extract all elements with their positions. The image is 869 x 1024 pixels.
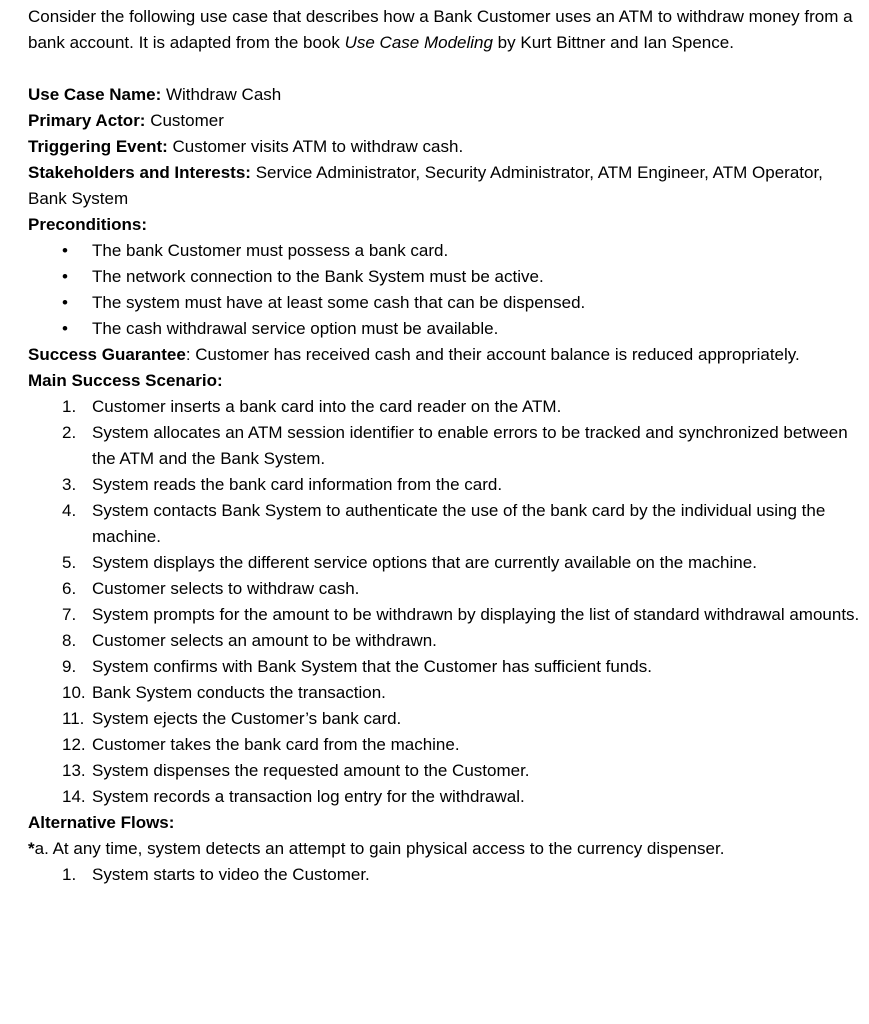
primary-actor-value: Customer: [145, 111, 224, 130]
step-text: System reads the bank card information from the card.: [92, 475, 503, 494]
success-guarantee-value: : Customer has received cash and their account balance is reduced appropriately.: [185, 345, 800, 364]
precondition-item: • The bank Customer must possess a bank card.: [62, 238, 861, 264]
primary-actor: [28, 108, 861, 134]
step-text: System dispenses the requested amount to the Customer.: [92, 761, 530, 780]
stakeholders-value: Service Administrator, Security Administrator, ATM Engineer, ATM Operator, Bank System: [28, 163, 823, 208]
book-title: Use Case Modeling: [344, 33, 493, 52]
step-text: System records a transaction log entry for the withdrawal.: [92, 787, 525, 806]
scenario-step: [62, 784, 861, 810]
step-text: Bank System conducts the transaction.: [92, 683, 386, 702]
scenario-step: [62, 732, 861, 758]
triggering-event-value: Customer visits ATM to withdraw cash.: [167, 137, 464, 156]
alternative-step: [62, 862, 861, 888]
step-number: 2.: [62, 423, 77, 442]
step-text: System confirms with Bank System that the Customer has sufficient funds.: [92, 657, 652, 676]
main-scenario-list: [28, 394, 861, 810]
alternative-flows-heading: [28, 810, 861, 836]
step-text: Customer selects to withdraw cash.: [92, 579, 360, 598]
intro-text-after: by Kurt Bittner and Ian Spence.: [492, 33, 734, 52]
step-number: 4.: [62, 501, 77, 520]
alternative-flow-a-text: a. At any time, system detects an attempt to gain physical access to the currency dispenser.: [34, 839, 725, 858]
step-number: 12.: [62, 735, 86, 754]
alternative-flows-label: Alternative Flows:: [28, 813, 175, 832]
scenario-step: [62, 758, 861, 784]
scenario-step: [62, 602, 861, 628]
intro-paragraph: [28, 4, 861, 56]
scenario-step: [62, 498, 861, 550]
intro-text-before: Consider the following use case that describes how a Bank Customer uses an ATM to withdraw money from a bank account. It is adapted from the book: [28, 7, 853, 52]
scenario-step: [62, 654, 861, 680]
step-number: 3.: [62, 475, 77, 494]
step-text: System ejects the Customer’s bank card.: [92, 709, 402, 728]
scenario-step: [62, 576, 861, 602]
triggering-event: [28, 134, 861, 160]
preconditions-label: Preconditions:: [28, 215, 148, 234]
scenario-step: [62, 706, 861, 732]
step-number: 10.: [62, 683, 86, 702]
step-text: Customer takes the bank card from the machine.: [92, 735, 460, 754]
step-text: System prompts for the amount to be withdrawn by displaying the list of standard withdrawal amounts.: [92, 605, 860, 624]
precondition-item: • The cash withdrawal service option must be available.: [62, 316, 861, 342]
step-number: 14.: [62, 787, 86, 806]
step-text: System displays the different service options that are currently available on the machine.: [92, 553, 757, 572]
step-number: 6.: [62, 579, 77, 598]
success-guarantee: [28, 342, 861, 368]
step-text: Customer selects an amount to be withdrawn.: [92, 631, 437, 650]
step-number: 5.: [62, 553, 77, 572]
scenario-step: [62, 420, 861, 472]
scenario-step: [62, 472, 861, 498]
alternative-flow-a-steps: [28, 862, 861, 888]
stakeholders: [28, 160, 861, 212]
preconditions-heading: [28, 212, 861, 238]
triggering-event-label: Triggering Event:: [28, 137, 168, 156]
step-number: 13.: [62, 761, 86, 780]
primary-actor-label: Primary Actor:: [28, 111, 146, 130]
scenario-step: [62, 628, 861, 654]
step-number: 11.: [62, 709, 85, 728]
main-scenario-heading: [28, 368, 861, 394]
use-case-name: [28, 82, 861, 108]
step-text: System starts to video the Customer.: [92, 865, 370, 884]
alternative-flow-a-prefix: *: [28, 839, 35, 858]
use-case-name-label: Use Case Name:: [28, 85, 162, 104]
step-number: 7.: [62, 605, 77, 624]
use-case-name-value: Withdraw Cash: [161, 85, 282, 104]
main-scenario-label: Main Success Scenario:: [28, 371, 223, 390]
stakeholders-label: Stakeholders and Interests:: [28, 163, 251, 182]
step-number: 9.: [62, 657, 77, 676]
success-guarantee-label: Success Guarantee: [28, 345, 186, 364]
step-number: 1.: [62, 397, 77, 416]
step-text: Customer inserts a bank card into the card reader on the ATM.: [92, 397, 562, 416]
step-text: System contacts Bank System to authenticate the use of the bank card by the individual using the machine.: [92, 501, 826, 546]
alternative-flow-a: [28, 836, 861, 862]
step-number: 8.: [62, 631, 77, 650]
step-number: 1.: [62, 865, 77, 884]
preconditions-list: [28, 238, 861, 342]
precondition-item: • The network connection to the Bank System must be active.: [62, 264, 861, 290]
scenario-step: [62, 394, 861, 420]
scenario-step: [62, 680, 861, 706]
scenario-step: [62, 550, 861, 576]
step-text: System allocates an ATM session identifier to enable errors to be tracked and synchronized between the ATM and the Bank System.: [92, 423, 848, 468]
precondition-item: • The system must have at least some cash that can be dispensed.: [62, 290, 861, 316]
